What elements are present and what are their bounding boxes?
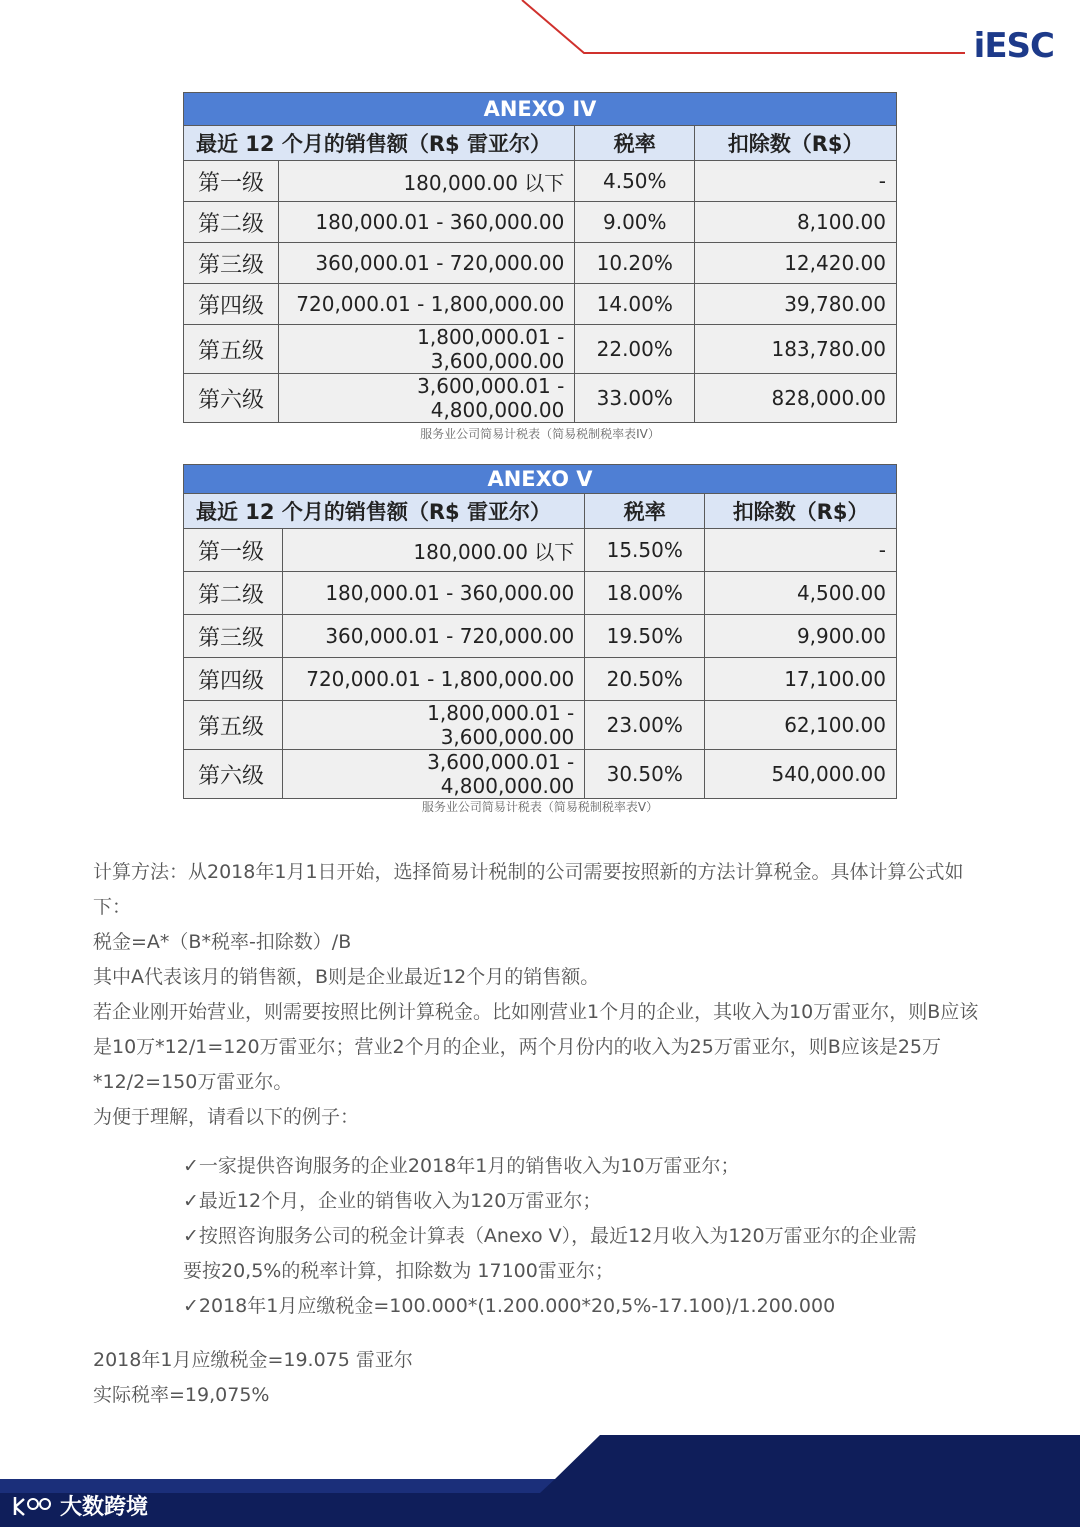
level-cell: 第三级 [184, 615, 283, 658]
formula-line: 税金=A*（B*税率-扣除数）/B [93, 931, 352, 953]
table-row [184, 202, 897, 243]
anexo-v-table [183, 464, 897, 799]
brand-logo: iESC [973, 26, 1054, 66]
rate-cell: 33.00% [575, 374, 695, 423]
table-row [184, 572, 897, 615]
definition-line: 其中A代表该月的销售额，B则是企业最近12个月的销售额。 [93, 966, 600, 988]
level-cell: 第六级 [184, 750, 283, 799]
explanation-text [93, 855, 983, 1135]
table-row [184, 325, 897, 374]
header-deduction: 扣除数（R$） [695, 126, 897, 161]
method-paragraph: 计算方法：从2018年1月1日开始，选择简易计税制的公司需要按照新的方法计算税金。具体计算公式如下： [93, 861, 964, 918]
deduction-cell: 39,780.00 [695, 284, 897, 325]
range-cell: 180,000.00 以下 [282, 529, 584, 572]
footer-band [0, 1435, 1080, 1527]
header-rate: 税率 [585, 494, 705, 529]
range-cell: 1,800,000.01 - 3,600,000.00 [278, 325, 574, 374]
table-caption: 服务业公司简易计税表（简易税制税率表IV） [420, 427, 660, 441]
example-intro: 为便于理解，请看以下的例子： [93, 1106, 360, 1128]
table-row [184, 374, 897, 423]
level-cell: 第二级 [184, 572, 283, 615]
range-cell: 180,000.01 - 360,000.00 [282, 572, 584, 615]
header-sales: 最近 12 个月的销售额（R$ 雷亚尔） [184, 494, 585, 529]
list-item: ✓一家提供咨询服务的企业2018年1月的销售收入为10万雷亚尔； [183, 1155, 740, 1177]
table-row [184, 284, 897, 325]
rate-cell: 22.00% [575, 325, 695, 374]
table-row [184, 750, 897, 799]
example-list [183, 1149, 923, 1324]
deduction-cell: 183,780.00 [695, 325, 897, 374]
level-cell: 第六级 [184, 374, 279, 423]
rate-cell: 30.50% [585, 750, 705, 799]
header-deduction: 扣除数（R$） [705, 494, 897, 529]
range-cell: 360,000.01 - 720,000.00 [282, 615, 584, 658]
rate-cell: 9.00% [575, 202, 695, 243]
range-cell: 3,600,000.01 - 4,800,000.00 [282, 750, 584, 799]
rate-cell: 20.50% [585, 658, 705, 701]
table-row [184, 243, 897, 284]
deduction-cell: - [695, 161, 897, 202]
level-cell: 第四级 [184, 658, 283, 701]
table-row [184, 615, 897, 658]
proration-paragraph: 若企业刚开始营业，则需要按照比例计算税金。比如刚营业1个月的企业，其收入为10万雷亚尔，则B应该是10万*12/1=120万雷亚尔；营业2个月的企业，两个月份内的收入为25万雷亚尔，则B应该是25万*12/2=150万雷亚尔。 [93, 1001, 979, 1093]
table-title: ANEXO V [184, 465, 897, 494]
list-item: ✓按照咨询服务公司的税金计算表（Anexo V），最近12月收入为120万雷亚尔的企业需要按20,5%的税率计算，扣除数为 17100雷亚尔； [183, 1225, 917, 1282]
watermark [12, 1490, 148, 1521]
table-caption: 服务业公司简易计税表（简易税制税率表V） [421, 800, 659, 814]
list-item: ✓2018年1月应缴税金=100.000*(1.200.000*20,5%-17.100)/1.200.000 [183, 1295, 836, 1317]
deduction-cell: 540,000.00 [705, 750, 897, 799]
range-cell: 720,000.01 - 1,800,000.00 [278, 284, 574, 325]
list-item: ✓最近12个月，企业的销售收入为120万雷亚尔； [183, 1190, 602, 1212]
rate-cell: 23.00% [585, 701, 705, 750]
deduction-cell: 12,420.00 [695, 243, 897, 284]
deduction-cell: 9,900.00 [705, 615, 897, 658]
result-block [93, 1343, 413, 1413]
rate-cell: 19.50% [585, 615, 705, 658]
rate-cell: 14.00% [575, 284, 695, 325]
table-row [184, 529, 897, 572]
tax-due-line: 2018年1月应缴税金=19.075 雷亚尔 [93, 1349, 413, 1371]
deduction-cell: 62,100.00 [705, 701, 897, 750]
deduction-cell: 17,100.00 [705, 658, 897, 701]
range-cell: 180,000.00 以下 [278, 161, 574, 202]
range-cell: 3,600,000.01 - 4,800,000.00 [278, 374, 574, 423]
deduction-cell: 8,100.00 [695, 202, 897, 243]
level-cell: 第四级 [184, 284, 279, 325]
deduction-cell: 4,500.00 [705, 572, 897, 615]
range-cell: 720,000.01 - 1,800,000.00 [282, 658, 584, 701]
table-title: ANEXO IV [184, 93, 897, 126]
rate-cell: 15.50% [585, 529, 705, 572]
level-cell: 第一级 [184, 161, 279, 202]
rate-cell: 4.50% [575, 161, 695, 202]
rate-cell: 18.00% [585, 572, 705, 615]
level-cell: 第二级 [184, 202, 279, 243]
header-rate: 税率 [575, 126, 695, 161]
level-cell: 第三级 [184, 243, 279, 284]
deduction-cell: 828,000.00 [695, 374, 897, 423]
watermark-logo-icon [12, 1493, 52, 1519]
anexo-iv-table [183, 92, 897, 423]
table-row [184, 701, 897, 750]
range-cell: 180,000.01 - 360,000.00 [278, 202, 574, 243]
deduction-cell: - [705, 529, 897, 572]
range-cell: 1,800,000.01 - 3,600,000.00 [282, 701, 584, 750]
header-sales: 最近 12 个月的销售额（R$ 雷亚尔） [184, 126, 575, 161]
header-decor-line [0, 0, 1080, 70]
rate-cell: 10.20% [575, 243, 695, 284]
level-cell: 第五级 [184, 325, 279, 374]
watermark-text: 大数跨境 [60, 1495, 149, 1520]
level-cell: 第一级 [184, 529, 283, 572]
table-row [184, 658, 897, 701]
level-cell: 第五级 [184, 701, 283, 750]
table-row [184, 161, 897, 202]
effective-rate-line: 实际税率=19,075% [93, 1384, 270, 1406]
range-cell: 360,000.01 - 720,000.00 [278, 243, 574, 284]
